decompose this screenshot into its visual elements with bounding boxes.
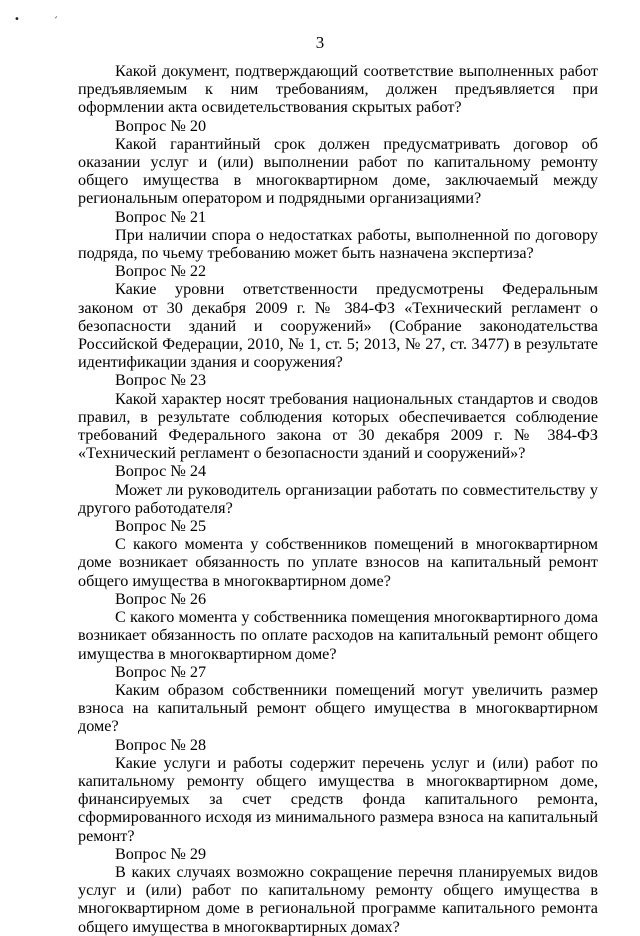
question-25-text: С какого момента у собственников помещений в многоквартирном доме возникает обязанность по уплате взносов на капитальный ремонт общего имущества в многоквартирном доме? [78, 535, 598, 590]
question-19-text: Какой документ, подтверждающий соответствие выполненных работ предъявляемым к ним требованиям, должен предъявляется при оформлении акта освидетельствования скрытых работ? [78, 62, 598, 117]
question-20-label: Вопрос № 20 [115, 116, 207, 135]
question-21-text: При наличии спора о недостатках работы, выполненной по договору подряда, по чьему требованию может быть назначена экспертиза? [78, 225, 598, 263]
question-25-label: Вопрос № 25 [115, 517, 207, 536]
document-body [78, 62, 598, 936]
margin-mark: • [14, 14, 20, 25]
question-27-label: Вопрос № 27 [115, 662, 207, 681]
question-28-label: Вопрос № 28 [115, 735, 207, 754]
page-number: 3 [315, 33, 325, 52]
question-20-text: Какой гарантийный срок должен предусматривать договор об оказании услуг и (или) выполнении работ по капитальному ремонту общего имущества в многоквартирном доме, заключаемый между региональным оператором и подрядными организациями? [78, 134, 598, 208]
question-26-label: Вопрос № 26 [115, 589, 207, 608]
question-21-label: Вопрос № 21 [115, 207, 207, 226]
question-29-text: В каких случаях возможно сокращение перечня планируемых видов услуг и (или) работ по капитальному ремонту общего имущества в многоквартирном доме в региональной программе капитального ремонта общего имущества в многоквартирных домах? [78, 862, 598, 936]
question-28-text: Какие услуги и работы содержит перечень услуг и (или) работ по капитальному ремонту общего имущества в многоквартирном доме, финансируемых за счет средств фонда капитального ремонта, сформированного исходя из минимального размера взноса на капитальный ремонт? [78, 753, 598, 845]
question-23-text: Какой характер носят требования национальных стандартов и сводов правил, в результате соблюдения которых обеспечивается соблюдение требований Федерального закона от 30 декабря 2009 г. № 384-ФЗ «Технический регламент о безопасности зданий и сооружений»? [78, 389, 598, 463]
question-24-label: Вопрос № 24 [115, 462, 207, 481]
margin-mark: ׳ [54, 14, 59, 25]
question-22-label: Вопрос № 22 [115, 262, 207, 281]
question-23-label: Вопрос № 23 [115, 371, 207, 390]
question-27-text: Каким образом собственники помещений могут увеличить размер взноса на капитальный ремонт общего имущества в многоквартирном доме? [78, 680, 598, 736]
question-26-text: С какого момента у собственника помещения многоквартирного дома возникает обязанность по оплате расходов на капитальный ремонт общего имущества в многоквартирном доме? [78, 608, 598, 663]
question-29-label: Вопрос № 29 [115, 844, 207, 863]
question-24-text: Может ли руководитель организации работать по совместительству у другого работодателя? [78, 480, 598, 517]
question-22-text: Какие уровни ответственности предусмотрены Федеральным законом от 30 декабря 2009 г. № 384-ФЗ «Технический регламент о безопасности зданий и сооружений» (Собрание законодательства Российской Федерации, 2010, № 1, ст. 5; 2013, № 27, ст. 3477) в результате идентификации здания и сооружения? [78, 280, 598, 372]
